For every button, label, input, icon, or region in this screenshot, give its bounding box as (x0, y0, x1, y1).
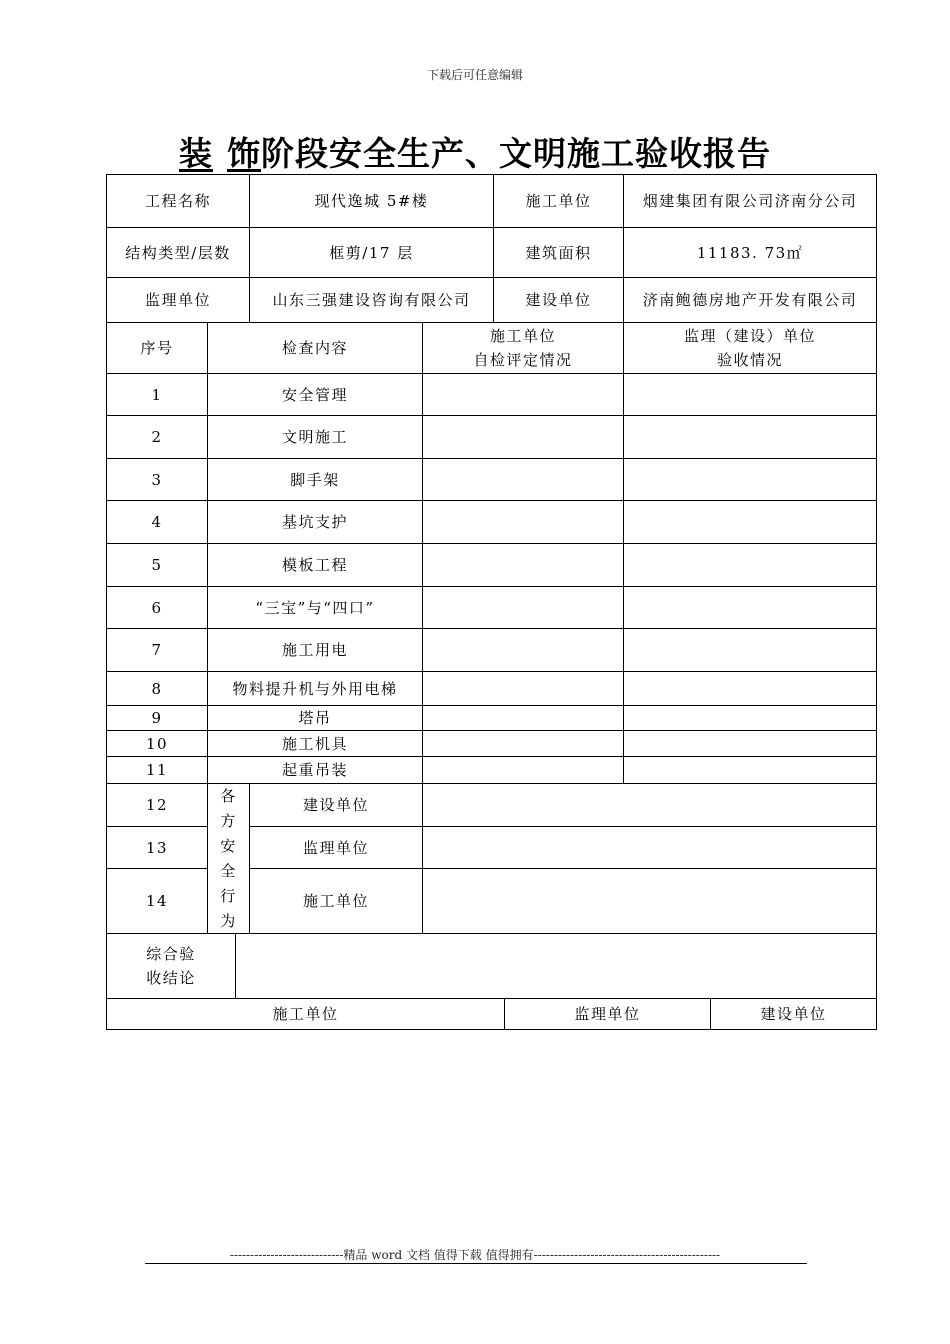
item-acceptance-cell[interactable] (623, 458, 877, 501)
structure-label: 结构类型/层数 (106, 227, 250, 278)
item-self-check-cell[interactable] (422, 671, 624, 706)
signature-owner[interactable]: 建设单位 (710, 998, 877, 1030)
item-no: 8 (106, 671, 208, 706)
item-name: 塔吊 (207, 705, 423, 731)
item-name: 物料提升机与外用电梯 (207, 671, 423, 706)
title-rest: 阶段安全生产、文明施工验收报告 (261, 134, 771, 173)
footer-rule (145, 1263, 807, 1264)
party-name: 施工单位 (249, 868, 423, 934)
supervisor-value[interactable]: 山东三强建设咨询有限公司 (249, 277, 494, 323)
footer-right-dashes: ---------------------------------------------- (533, 1248, 721, 1262)
title-underlined-part (179, 134, 261, 173)
item-self-check-cell[interactable] (422, 543, 624, 587)
item-acceptance-cell[interactable] (623, 415, 877, 459)
item-self-check-cell[interactable] (422, 458, 624, 501)
party-no: 14 (106, 868, 208, 934)
project-name-value[interactable]: 现代逸城 5#楼 (249, 174, 494, 228)
conclusion-label-line1: 综合验 (146, 945, 196, 963)
contractor-value[interactable]: 烟建集团有限公司济南分公司 (623, 174, 877, 228)
area-value[interactable]: 11183. 73㎡ (623, 227, 877, 278)
item-no: 3 (106, 458, 208, 501)
footer-note (0, 1246, 950, 1263)
item-self-check-cell[interactable] (422, 373, 624, 416)
item-self-check-cell[interactable] (422, 730, 624, 757)
item-name: 施工用电 (207, 628, 423, 672)
item-no: 9 (106, 705, 208, 731)
footer-text: 精品 word 文档 值得下载 值得拥有 (343, 1248, 534, 1262)
group-char: 方 (220, 811, 237, 830)
item-acceptance-cell[interactable] (623, 373, 877, 416)
item-no: 10 (106, 730, 208, 757)
title-part2: 饰 (227, 134, 261, 173)
signature-contractor[interactable]: 施工单位 (106, 998, 505, 1030)
item-acceptance-cell[interactable] (623, 756, 877, 784)
item-name: 施工机具 (207, 730, 423, 757)
item-no: 11 (106, 756, 208, 784)
item-no: 6 (106, 586, 208, 629)
self-check-header-line2: 自检评定情况 (473, 351, 573, 369)
group-char: 为 (220, 911, 237, 930)
item-no: 7 (106, 628, 208, 672)
title-part1: 装 (179, 134, 213, 173)
header-note: 下载后可任意编辑 (426, 68, 523, 82)
item-no: 2 (106, 415, 208, 459)
signature-supervisor[interactable]: 监理单位 (504, 998, 711, 1030)
item-acceptance-cell[interactable] (623, 586, 877, 629)
item-no: 5 (106, 543, 208, 587)
item-name: “三宝”与“四口” (207, 586, 423, 629)
acceptance-header-line1: 监理（建设）单位 (683, 327, 816, 345)
item-no: 1 (106, 373, 208, 416)
item-acceptance-cell[interactable] (623, 628, 877, 672)
party-no: 12 (106, 783, 208, 827)
conclusion-field[interactable] (235, 933, 877, 999)
item-acceptance-cell[interactable] (623, 705, 877, 731)
party-evaluation-cell[interactable] (422, 826, 877, 869)
acceptance-header-line2: 验收情况 (716, 351, 783, 369)
item-self-check-cell[interactable] (422, 500, 624, 544)
self-check-header (422, 322, 624, 374)
area-label: 建筑面积 (493, 227, 624, 278)
party-no: 13 (106, 826, 208, 869)
content-header: 检查内容 (207, 322, 423, 374)
item-self-check-cell[interactable] (422, 586, 624, 629)
self-check-header-line1: 施工单位 (489, 327, 556, 345)
group-char: 行 (220, 886, 237, 905)
item-self-check-cell[interactable] (422, 628, 624, 672)
item-name: 基坑支护 (207, 500, 423, 544)
conclusion-label-line2: 收结论 (146, 969, 196, 987)
document-title (0, 128, 950, 175)
item-no: 4 (106, 500, 208, 544)
item-name: 安全管理 (207, 373, 423, 416)
item-acceptance-cell[interactable] (623, 543, 877, 587)
item-self-check-cell[interactable] (422, 756, 624, 784)
project-name-label: 工程名称 (106, 174, 250, 228)
item-name: 脚手架 (207, 458, 423, 501)
item-name: 文明施工 (207, 415, 423, 459)
item-name: 模板工程 (207, 543, 423, 587)
owner-value[interactable]: 济南鲍德房地产开发有限公司 (623, 277, 877, 323)
footer-left-dashes: ---------------------------- (229, 1248, 344, 1262)
item-self-check-cell[interactable] (422, 415, 624, 459)
item-self-check-cell[interactable] (422, 705, 624, 731)
supervisor-label: 监理单位 (106, 277, 250, 323)
seq-header: 序号 (106, 322, 208, 374)
party-evaluation-cell[interactable] (422, 868, 877, 934)
item-acceptance-cell[interactable] (623, 671, 877, 706)
group-char: 各 (220, 786, 237, 805)
item-acceptance-cell[interactable] (623, 730, 877, 757)
party-name: 监理单位 (249, 826, 423, 869)
parties-safety-group-text (220, 784, 237, 934)
conclusion-label (106, 933, 236, 999)
party-evaluation-cell[interactable] (422, 783, 877, 827)
structure-value[interactable]: 框剪/17 层 (249, 227, 494, 278)
party-name: 建设单位 (249, 783, 423, 827)
parties-safety-group-label (207, 783, 250, 934)
item-acceptance-cell[interactable] (623, 500, 877, 544)
owner-label: 建设单位 (493, 277, 624, 323)
item-name: 起重吊装 (207, 756, 423, 784)
contractor-label: 施工单位 (493, 174, 624, 228)
acceptance-header (623, 322, 877, 374)
group-char: 安 (220, 836, 237, 855)
group-char: 全 (220, 861, 237, 880)
